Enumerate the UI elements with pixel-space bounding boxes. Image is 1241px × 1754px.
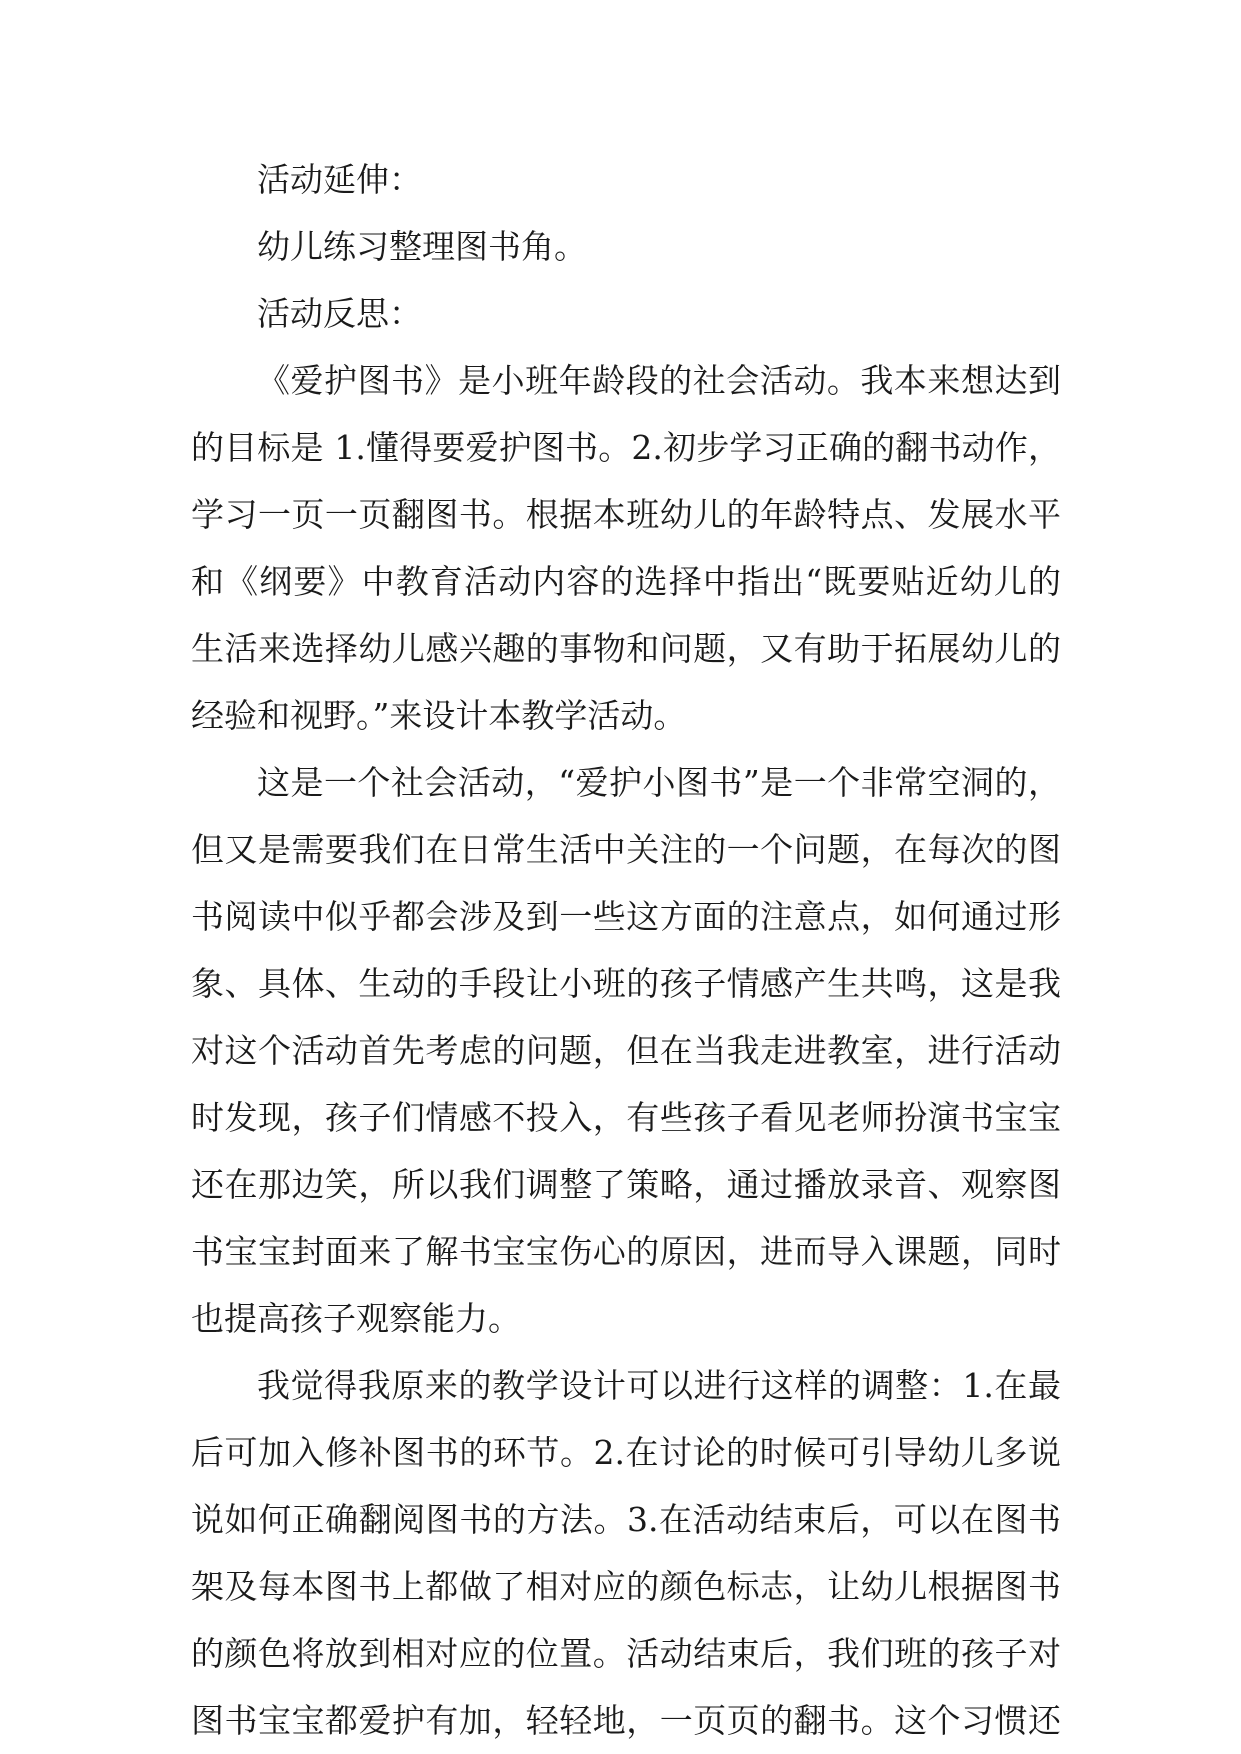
paragraph-line: 也提高孩子观察能力。 xyxy=(191,1299,521,1338)
paragraph-line: 书阅读中似乎都会涉及到一些这方面的注意点，如何通过形 xyxy=(191,897,1061,936)
paragraph-line: 幼儿练习整理图书角。 xyxy=(257,227,587,266)
paragraph-line: 但又是需要我们在日常生活中关注的一个问题，在每次的图 xyxy=(191,830,1061,869)
paragraph-line: 的颜色将放到相对应的位置。活动结束后，我们班的孩子对 xyxy=(191,1634,1061,1673)
paragraph-line: 和《纲要》中教育活动内容的选择中指出“既要贴近幼儿的 xyxy=(191,562,1061,601)
paragraph-line: 象、具体、生动的手段让小班的孩子情感产生共鸣，这是我 xyxy=(191,964,1061,1003)
paragraph-line: 还在那边笑，所以我们调整了策略，通过播放录音、观察图 xyxy=(191,1165,1061,1204)
paragraph-line: 图书宝宝都爱护有加，轻轻地，一页页的翻书。这个习惯还 xyxy=(191,1701,1061,1740)
document-body xyxy=(191,158,1061,1742)
paragraph-line: 后可加入修补图书的环节。2.在讨论的时候可引导幼儿多说 xyxy=(191,1433,1061,1472)
paragraph-line: 生活来选择幼儿感兴趣的事物和问题，又有助于拓展幼儿的 xyxy=(191,629,1061,668)
paragraph-line: 经验和视野。”来设计本教学活动。 xyxy=(191,696,687,735)
paragraph-line: 学习一页一页翻图书。根据本班幼儿的年龄特点、发展水平 xyxy=(191,495,1061,534)
paragraph-line: 的目标是 1.懂得要爱护图书。2.初步学习正确的翻书动作， xyxy=(191,428,1061,467)
heading-activity-extension: 活动延伸： xyxy=(257,160,422,199)
heading-activity-reflection: 活动反思： xyxy=(257,294,422,333)
paragraph-line: 这是一个社会活动，“爱护小图书”是一个非常空洞的， xyxy=(257,763,1061,802)
paragraph-line: 《爱护图书》是小班年龄段的社会活动。我本来想达到 xyxy=(257,361,1061,400)
paragraph-line: 说如何正确翻阅图书的方法。3.在活动结束后，可以在图书 xyxy=(191,1500,1061,1539)
paragraph-line: 我觉得我原来的教学设计可以进行这样的调整：1.在最 xyxy=(257,1366,1061,1405)
paragraph-line: 时发现，孩子们情感不投入，有些孩子看见老师扮演书宝宝 xyxy=(191,1098,1061,1137)
paragraph-line: 对这个活动首先考虑的问题，但在当我走进教室，进行活动 xyxy=(191,1031,1061,1070)
paragraph-line: 架及每本图书上都做了相对应的颜色标志，让幼儿根据图书 xyxy=(191,1567,1061,1606)
paragraph-line: 书宝宝封面来了解书宝宝伤心的原因，进而导入课题，同时 xyxy=(191,1232,1061,1271)
